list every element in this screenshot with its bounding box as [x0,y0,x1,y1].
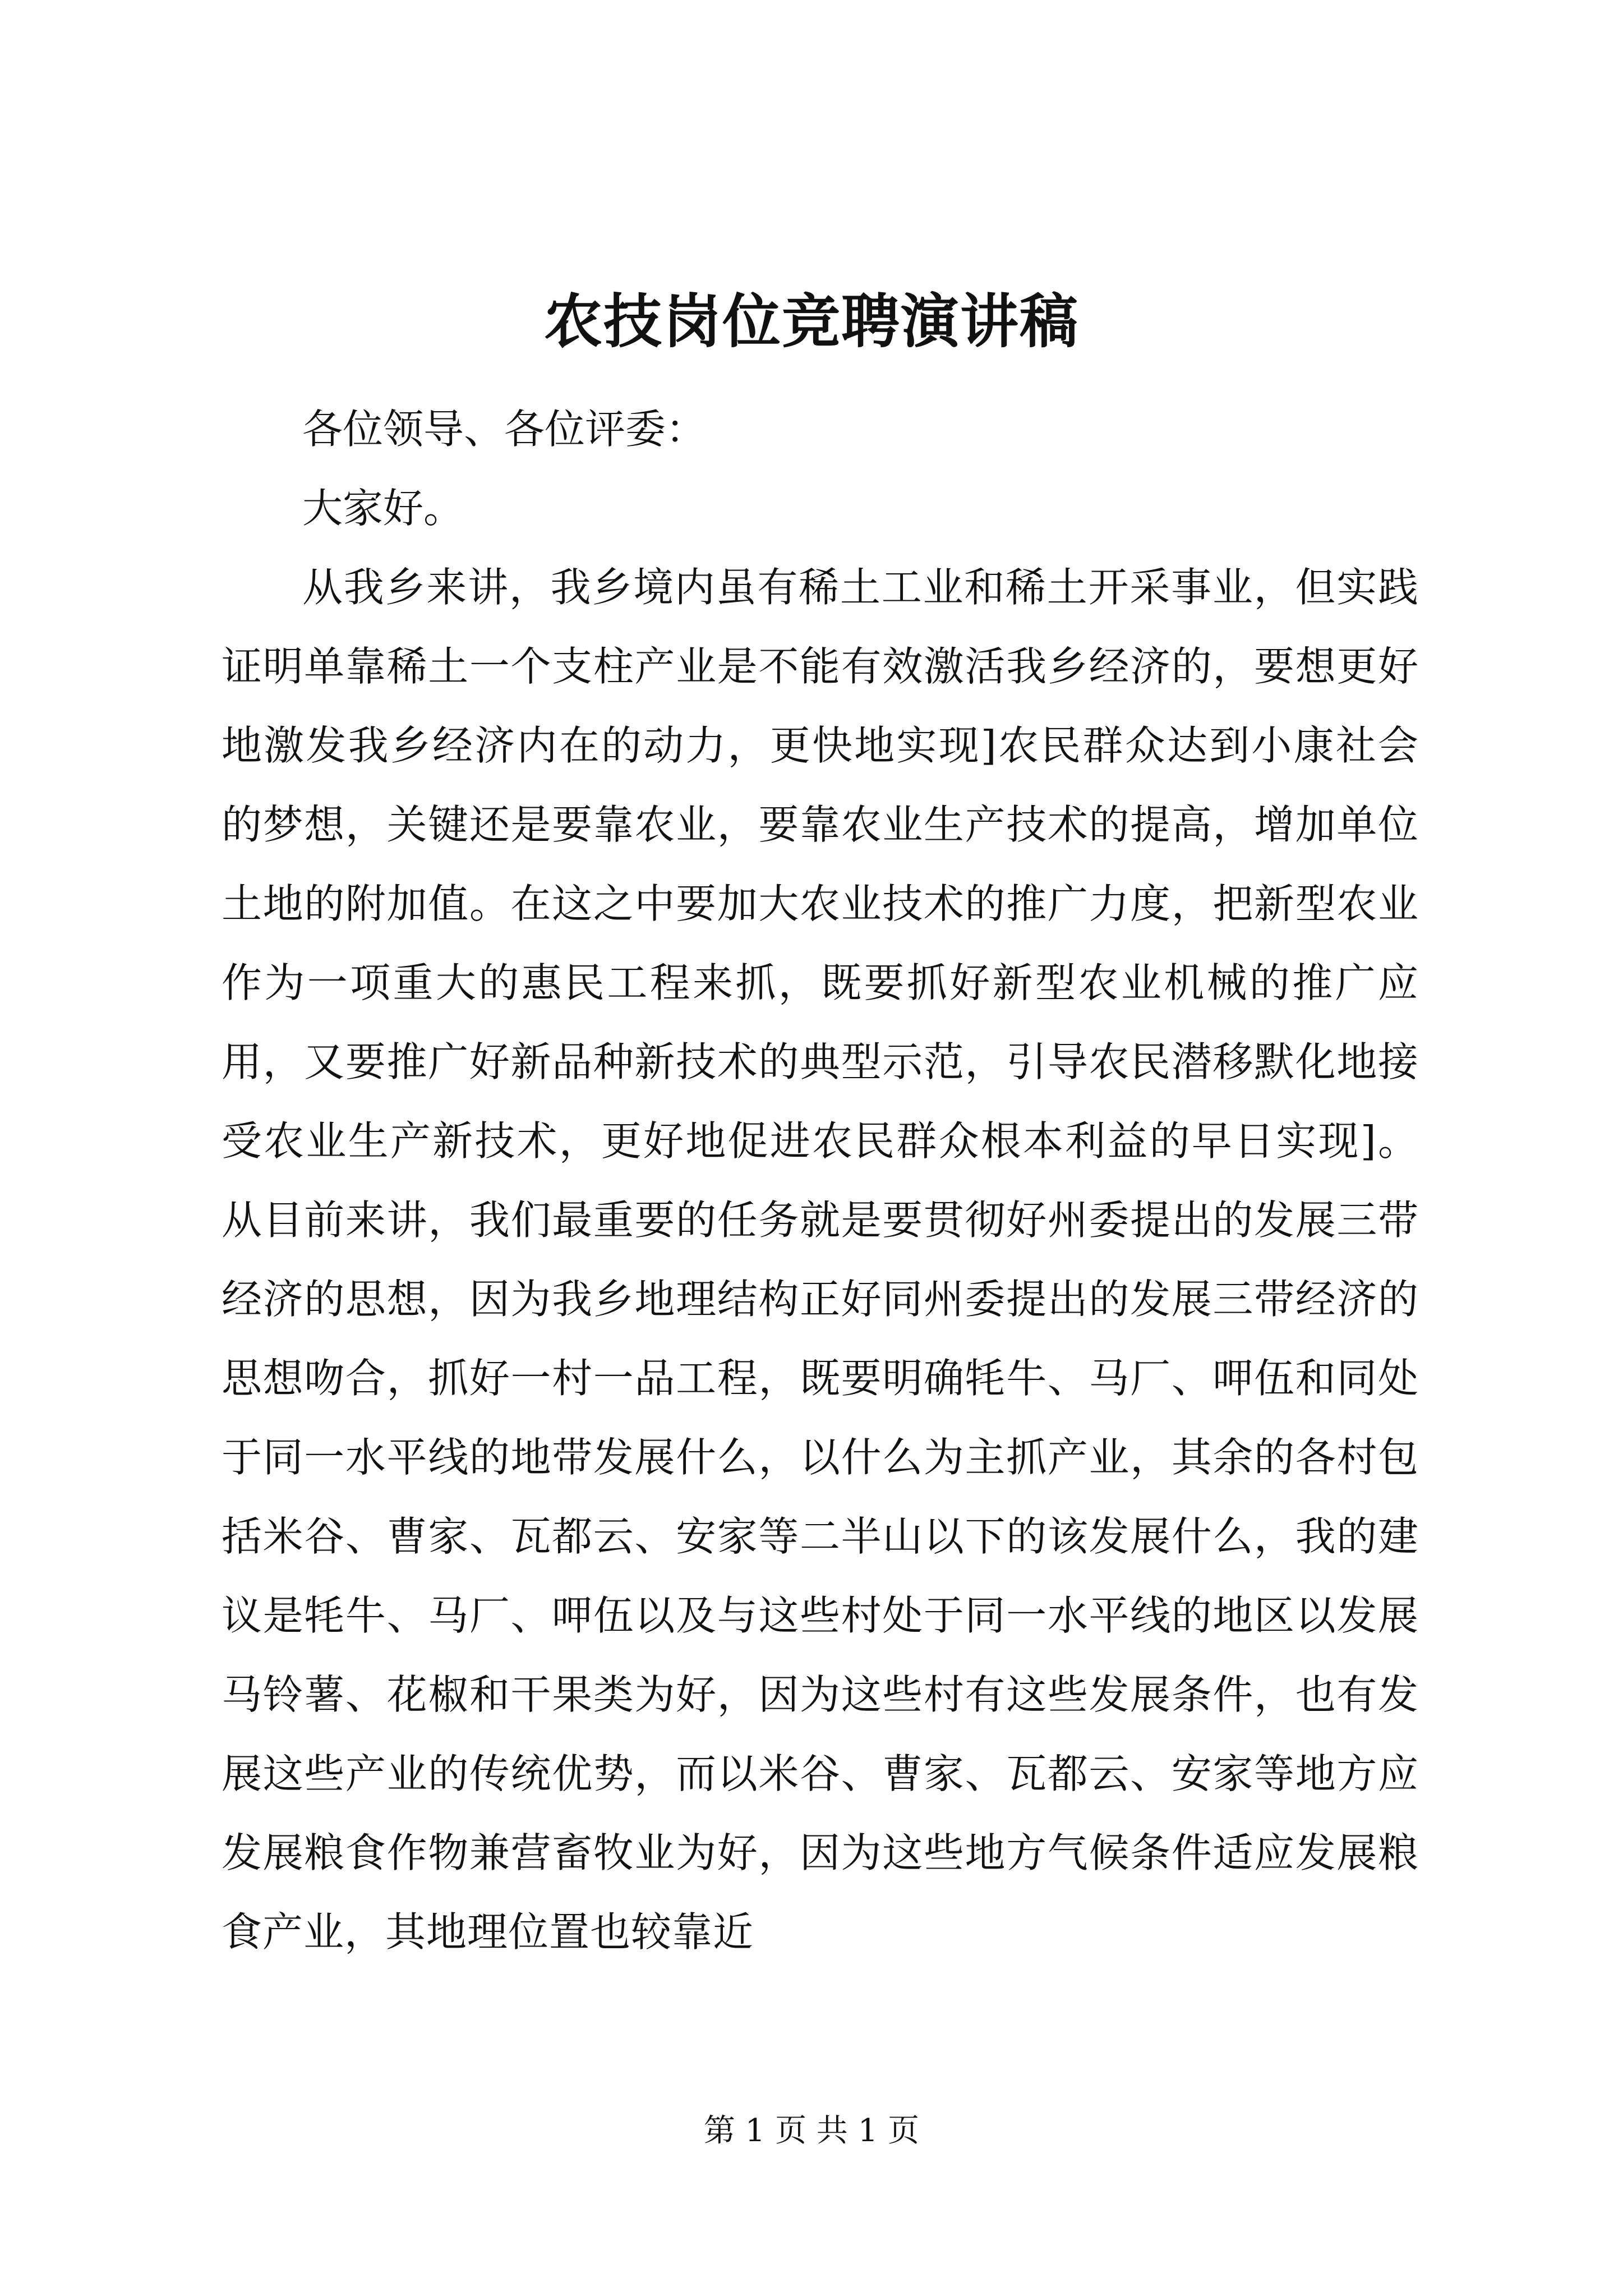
body-paragraph: 从我乡来讲，我乡境内虽有稀土工业和稀土开采事业，但实践证明单靠稀土一个支柱产业是不能有效激活我乡经济的，要想更好地激发我乡经济内在的动力，更快地实现]农民群众达到小康社会的梦想，关键还是要靠农业，要靠农业生产技术的提高，增加单位土地的附加值。在这之中要加大农业技术的推广力度，把新型农业作为一项重大的惠民工程来抓，既要抓好新型农业机械的推广应用，又要推广好新品种新技术的典型示范，引导农民潜移默化地接受农业生产新技术，更好地促进农民群众根本利益的早日实现]。从目前来讲，我们最重要的任务就是要贯彻好州委提出的发展三带经济的思想，因为我乡地理结构正好同州委提出的发展三带经济的思想吻合，抓好一村一品工程，既要明确牦牛、马厂、呷伍和同处于同一水平线的地带发展什么，以什么为主抓产业，其余的各村包括米谷、曹家、瓦都云、安家等二半山以下的该发展什么，我的建议是牦牛、马厂、呷伍以及与这些村处于同一水平线的地区以发展马铃薯、花椒和干果类为好，因为这些村有这些发展条件，也有发展这些产业的传统优势，而以米谷、曹家、瓦都云、安家等地方应发展粮食作物兼营畜牧业为好，因为这些地方气候条件适应发展粮食产业，其地理位置也较靠近 [222,564,1419,1955]
salutation: 各位领导、各位评委： [302,406,707,453]
greeting: 大家好。 [302,485,464,532]
page-footer: 第 1 页 共 1 页 [703,2113,920,2149]
document-title: 农技岗位竞聘演讲稿 [543,287,1079,356]
document-body [222,390,1419,1972]
